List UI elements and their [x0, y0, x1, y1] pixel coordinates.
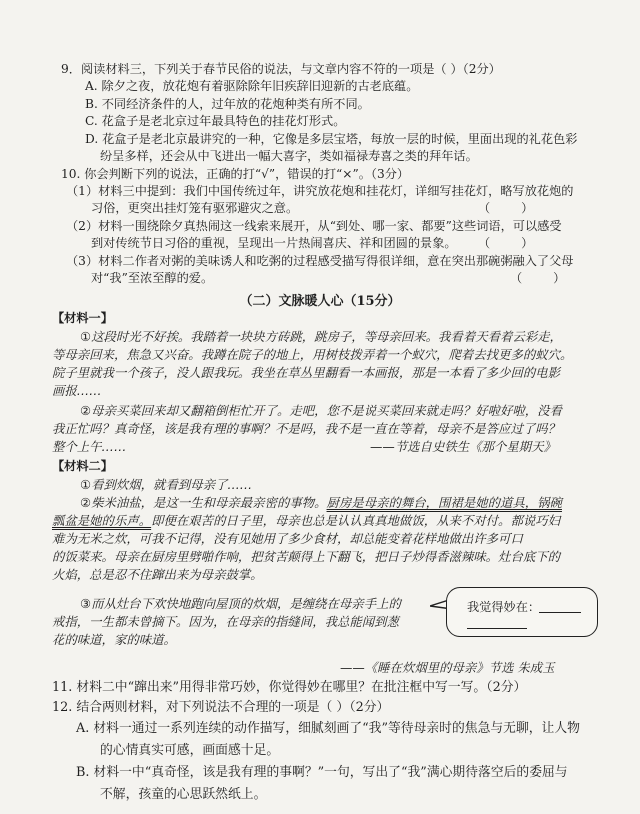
- annotation-blank-2[interactable]: [467, 628, 527, 629]
- q9-option-a: A. 除夕之夜，放花炮有着驱除除年旧疾辞旧迎新的古老底蕴。: [85, 79, 419, 93]
- material2-p1: ①看到炊烟，就看到母亲了……: [80, 477, 253, 492]
- material2-source: ——《睡在炊烟里的母亲》节选 朱成玉: [340, 660, 555, 675]
- material1-p1-line3: 院子里就我一个孩子，没人跟我玩。我坐在草丛里翻看一本画报，那是一本看了多少回的电影: [52, 365, 561, 380]
- q12-option-a-line1: A. 材料一通过一系列连续的动作描写，细腻刻画了“我”等待母亲时的焦急与无聊，让人物: [76, 721, 580, 736]
- q10-item3-line1: （3）材料二作者对粥的美味诱人和吃粥的过程感受描写得很详细，意在突出那碗粥融入了父母: [66, 254, 574, 268]
- q12-stem: 12. 结合两则材料，对下列说法不合理的一项是（ ）（2分）: [52, 700, 390, 715]
- q9-option-c: C. 花盒子是老北京过年最具特色的挂花灯形式。: [85, 114, 346, 128]
- q10-item2-answer[interactable]: （ ）: [478, 236, 534, 250]
- material2-p2-line1-text: ②柴米油盐，是这一生和母亲最亲密的事物。: [80, 495, 327, 510]
- q9-option-d-line1: D. 花盒子是老北京最讲究的一种，它像是多层宝塔，每放一层的时候，里面出现的礼花色彩: [85, 132, 578, 146]
- q10-item2-line2: 到对传统节日习俗的重视，呈现出一片热闹喜庆、祥和团圆的景象。: [91, 236, 457, 250]
- q9-option-b: B. 不同经济条件的人，过年放的花炮种类有所不同。: [85, 97, 370, 111]
- material1-p1-line2: 等母亲回来，焦急又兴奋。我蹲在院子的地上，用树枝拨弄着一个蚁穴，爬着去找更多的蚁穴。: [52, 347, 573, 362]
- material2-p2-line2: [52, 512, 560, 529]
- q12-option-b-line1: B. 材料一中“真奇怪，该是我有理的事啊？”一句，写出了“我”满心期待落空后的委屈与: [76, 765, 568, 780]
- q9-stem: 9．阅读材料三，下列关于春节民俗的说法，与文章内容不符的一项是（ ）（2分）: [61, 62, 501, 76]
- annotation-prompt: 我觉得妙在：: [467, 600, 541, 614]
- material1-p2-line2: 我正忙吗？真奇怪，该是我有理的事啊？不是吗，我不是一直在等着，母亲不是答应过了吗？: [52, 421, 561, 436]
- material1-p2-line1: ②母亲买菜回来却又翻箱倒柜忙开了。走吧，您不是说买菜回来就走吗？好啦好啦，没看: [80, 403, 562, 418]
- material2-p2-line2-text: 即便在艰苦的日子里，母亲也总是认认真真地做饭，从来不对付。都说巧妇: [151, 513, 561, 528]
- material2-p2-line3: 难为无米之炊，可我不记得，没有见她用了多少食材，却总能变着花样地做出许多可口: [52, 531, 523, 546]
- material1-source: ——节选自史铁生《那个星期天》: [370, 439, 556, 454]
- q10-stem: 10. 你会判断下列的说法，正确的打“√”，错误的打“×”。（3分）: [61, 167, 410, 181]
- q12-option-a-line2: 的心情真实可感，画面感十足。: [100, 743, 280, 758]
- annotation-blank-1[interactable]: [539, 612, 581, 613]
- q11-stem: 11. 材料二中“蹿出来”用得非常巧妙，你觉得妙在哪里？在批注框中写一写。（2分）: [52, 680, 527, 695]
- q10-item1-line1: （1）材料三中提到：我们中国传统过年，讲究放花炮和挂花灯，详细写挂花灯，略写放花炮的: [66, 184, 574, 198]
- material1-p1-line1: ①这段时光不好挨。我踏着一块块方砖跳，跳房子，等母亲回来。我看着天看着云彩走，: [80, 329, 562, 344]
- q10-item2-line1: （2）材料一围绕除夕真热闹这一线索来展开，从“到处、哪一家、都要”这些词语，可以感受: [66, 219, 562, 233]
- annotation-box[interactable]: [446, 587, 598, 637]
- material1-label: 【材料一】: [52, 311, 113, 325]
- material2-underlined-sentence-part2: 瓢盆是她的乐声。: [52, 513, 152, 528]
- q10-item1-answer[interactable]: （ ）: [478, 201, 534, 215]
- material2-p3-line2: 戒指，一生都未曾摘下。因为，在母亲的指缝间，我总能闻到葱: [52, 614, 399, 629]
- material2-label: 【材料二】: [52, 459, 113, 473]
- q10-item3-line2: 对“我”至浓至醇的爱。: [91, 271, 214, 285]
- q12-option-b-line2: 不解，孩童的心思跃然纸上。: [100, 787, 267, 802]
- q10-item1-line2: 习俗，更突出挂灯笼有驱邪避灾之意。: [91, 201, 299, 215]
- q9-option-d-line2: 纷呈多样，还会从中飞进出一幅大喜字，类如福禄寿喜之类的拜年话。: [100, 149, 478, 163]
- material2-p2-line1: [80, 494, 562, 511]
- material2-p3-line3: 花的味道，家的味道。: [52, 632, 176, 647]
- section-title: （二）文脉暖人心（15分）: [239, 294, 401, 309]
- material1-p1-line4: 画报……: [52, 383, 102, 398]
- material2-p3-line1: ③而从灶台下欢快地跑向屋顶的炊烟，是缠绕在母亲手上的: [80, 596, 401, 611]
- material2-p2-line5: 火焰，总是忍不住蹿出来为母亲鼓掌。: [52, 567, 263, 582]
- material1-p2-line3: 整个上午……: [52, 439, 127, 454]
- material2-underlined-sentence-part1: 厨房是母亲的舞台，围裙是她的道具，锅碗: [326, 495, 562, 510]
- material2-p2-line4: 的饭菜来。母亲在厨房里劈啪作响，把贫苦颠得上下翻飞，把日子炒得香滋辣味。灶台底下的: [52, 549, 561, 564]
- q10-item3-answer[interactable]: （ ）: [510, 271, 566, 285]
